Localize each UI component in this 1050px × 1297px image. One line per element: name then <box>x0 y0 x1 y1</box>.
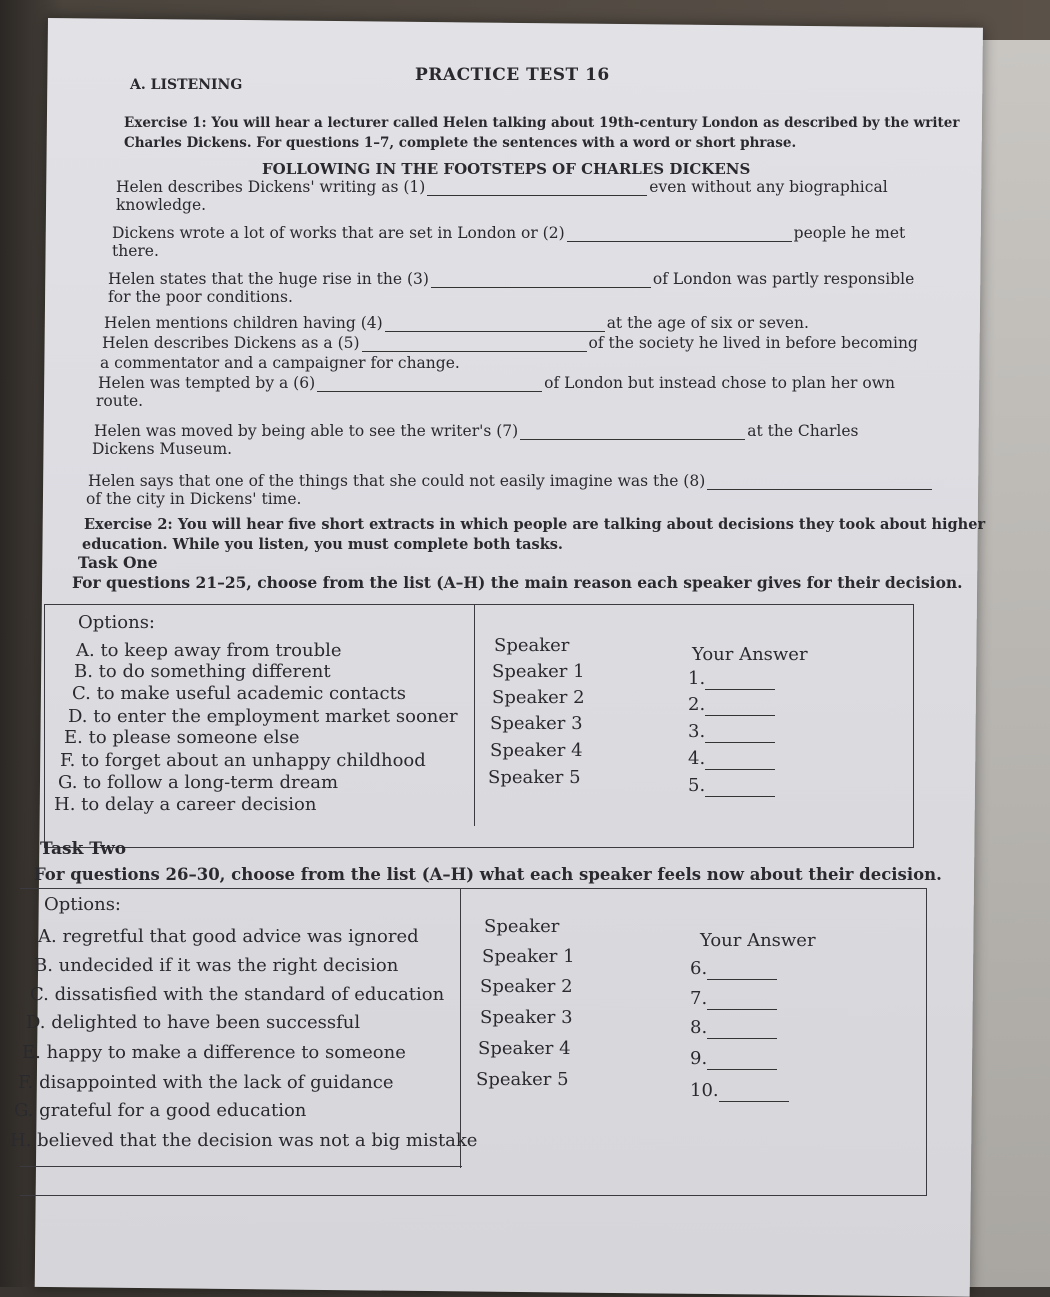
table1-answer-2[interactable] <box>688 694 775 716</box>
task-one-instructions: For questions 21–25, choose from the list (A–H) the main reason each speaker gives for their decision. <box>72 573 963 592</box>
table2-options-label: Options: <box>44 894 122 915</box>
page-title: PRACTICE TEST 16 <box>415 65 610 85</box>
q4-text-end: at the age of six or seven. <box>606 314 809 332</box>
answer-line[interactable] <box>707 965 777 980</box>
table2-option-b: B. undecided if it was the right decision <box>34 955 399 976</box>
answer-number: 4. <box>688 748 706 769</box>
table1-speaker-1: Speaker 1 <box>492 661 585 682</box>
table2-option-f: F. disappointed with the lack of guidance <box>18 1072 394 1093</box>
q7-text: Helen was moved by being able to see the writer's (7) <box>94 422 519 440</box>
table2-speaker-1: Speaker 1 <box>482 946 575 967</box>
question-7 <box>94 422 859 440</box>
question-7-cont: Dickens Museum. <box>92 440 233 458</box>
q5-text-end: of the society he lived in before becoming <box>588 334 918 352</box>
table1-answer-4[interactable] <box>688 748 775 770</box>
table1-option-f: F. to forget about an unhappy childhood <box>60 750 426 771</box>
table1-option-e: E. to please someone else <box>64 727 300 748</box>
answer-number: 3. <box>688 721 706 742</box>
answer-number: 6. <box>690 958 708 979</box>
task-two-heading: Task Two <box>40 839 127 859</box>
table1-answer-5[interactable] <box>688 775 775 797</box>
question-3 <box>108 270 914 288</box>
answer-line[interactable] <box>705 728 775 743</box>
table2-option-d: D. delighted to have been successful <box>26 1012 361 1033</box>
answer-line[interactable] <box>707 1024 777 1039</box>
table1-speaker-2: Speaker 2 <box>492 687 585 708</box>
task-two-instructions: For questions 26–30, choose from the list (A–H) what each speaker feels now about their decision. <box>34 865 942 884</box>
exercise1-intro-line1: Exercise 1: You will hear a lecturer called Helen talking about 19th-century London as described by the writer <box>124 115 960 131</box>
q2-text: Dickens wrote a lot of works that are set in London or (2) <box>112 224 565 242</box>
table2-answer-6[interactable] <box>690 958 777 980</box>
table1-answer-1[interactable] <box>688 668 775 690</box>
table1-option-b: B. to do something different <box>74 661 331 682</box>
question-2 <box>112 224 905 242</box>
answer-blank-3[interactable] <box>431 273 651 288</box>
question-2-cont: there. <box>112 242 159 260</box>
q7-text-end: at the Charles <box>747 422 859 440</box>
table1-answer-header: Your Answer <box>692 644 808 665</box>
task-one-heading: Task One <box>78 553 158 572</box>
q3-text: Helen states that the huge rise in the (3) <box>108 270 429 288</box>
question-8 <box>88 472 934 490</box>
question-1-cont: knowledge. <box>116 196 207 214</box>
table2-speaker-2: Speaker 2 <box>480 976 573 997</box>
task-one-table-divider <box>474 604 475 826</box>
question-1 <box>116 178 888 196</box>
question-5-cont: a commentator and a campaigner for change. <box>100 354 460 372</box>
q1-text: Helen describes Dickens' writing as (1) <box>116 178 426 196</box>
table2-speaker-5: Speaker 5 <box>476 1069 569 1090</box>
answer-blank-7[interactable] <box>520 425 745 440</box>
answer-blank-6[interactable] <box>317 377 542 392</box>
answer-line[interactable] <box>707 995 777 1010</box>
table1-options-label: Options: <box>78 612 156 633</box>
answer-line[interactable] <box>705 755 775 770</box>
question-8-cont: of the city in Dickens' time. <box>86 490 302 508</box>
table2-option-h: H. believed that the decision was not a big mistake <box>10 1130 478 1151</box>
answer-number: 1. <box>688 668 706 689</box>
table2-answer-8[interactable] <box>690 1017 777 1039</box>
task-two-options-bottom <box>20 1166 462 1167</box>
table1-option-d: D. to enter the employment market sooner <box>68 706 458 727</box>
answer-blank-4[interactable] <box>385 317 605 332</box>
table1-speaker-header: Speaker <box>494 635 570 656</box>
answer-blank-1[interactable] <box>427 181 647 196</box>
q3-text-end: of London was partly responsible <box>652 270 915 288</box>
table1-option-a: A. to keep away from trouble <box>76 640 342 661</box>
q8-text: Helen says that one of the things that she could not easily imagine was the (8) <box>88 472 706 490</box>
table2-option-e: E. happy to make a difference to someone <box>22 1042 406 1063</box>
exercise2-intro-line1: Exercise 2: You will hear five short extracts in which people are talking about decisions they took about higher <box>84 516 986 533</box>
table1-answer-3[interactable] <box>688 721 775 743</box>
answer-number: 2. <box>688 694 706 715</box>
question-5 <box>102 334 918 352</box>
answer-blank-2[interactable] <box>567 227 792 242</box>
q6-text: Helen was tempted by a (6) <box>98 374 316 392</box>
table1-speaker-3: Speaker 3 <box>490 713 583 734</box>
exercise1-heading: FOLLOWING IN THE FOOTSTEPS OF CHARLES DICKENS <box>262 160 751 178</box>
table2-answer-10[interactable] <box>690 1080 789 1102</box>
answer-number: 10. <box>690 1080 719 1101</box>
answer-line[interactable] <box>705 782 775 797</box>
table2-speaker-3: Speaker 3 <box>480 1007 573 1028</box>
table1-speaker-4: Speaker 4 <box>490 740 583 761</box>
table1-option-g: G. to follow a long-term dream <box>58 772 339 793</box>
table2-speaker-header: Speaker <box>484 916 560 937</box>
q6-text-end: of London but instead chose to plan her own <box>544 374 895 392</box>
task-two-table-divider <box>460 888 461 1168</box>
table1-option-h: H. to delay a career decision <box>54 794 317 815</box>
answer-number: 9. <box>690 1048 708 1069</box>
table1-speaker-5: Speaker 5 <box>488 767 581 788</box>
answer-number: 5. <box>688 775 706 796</box>
table2-option-a: A. regretful that good advice was ignored <box>38 926 419 947</box>
q5-text: Helen describes Dickens as a (5) <box>102 334 360 352</box>
q2-text-end: people he met <box>793 224 906 242</box>
answer-number: 7. <box>690 988 708 1009</box>
question-6-cont: route. <box>96 392 144 410</box>
q1-text-end: even without any biographical <box>649 178 888 196</box>
q4-text: Helen mentions children having (4) <box>104 314 383 332</box>
answer-blank-5[interactable] <box>362 337 587 352</box>
answer-blank-8[interactable] <box>707 475 932 490</box>
answer-number: 8. <box>690 1017 708 1038</box>
table2-answer-9[interactable] <box>690 1048 777 1070</box>
table2-answer-header: Your Answer <box>700 930 816 951</box>
table2-option-c: C. dissatisfied with the standard of education <box>30 984 445 1005</box>
question-4 <box>104 314 809 332</box>
table2-option-g: G. grateful for a good education <box>14 1100 307 1121</box>
exercise1-intro-line2: Charles Dickens. For questions 1–7, complete the sentences with a word or short phrase. <box>124 135 797 151</box>
table1-option-c: C. to make useful academic contacts <box>72 683 407 704</box>
question-6 <box>98 374 895 392</box>
answer-line[interactable] <box>707 1055 777 1070</box>
section-heading: A. LISTENING <box>130 77 243 93</box>
table2-answer-7[interactable] <box>690 988 777 1010</box>
exercise2-intro-line2: education. While you listen, you must complete both tasks. <box>82 536 563 553</box>
answer-line[interactable] <box>705 701 775 716</box>
table2-speaker-4: Speaker 4 <box>478 1038 571 1059</box>
question-3-cont: for the poor conditions. <box>108 288 293 306</box>
answer-line[interactable] <box>705 675 775 690</box>
answer-line[interactable] <box>719 1087 789 1102</box>
